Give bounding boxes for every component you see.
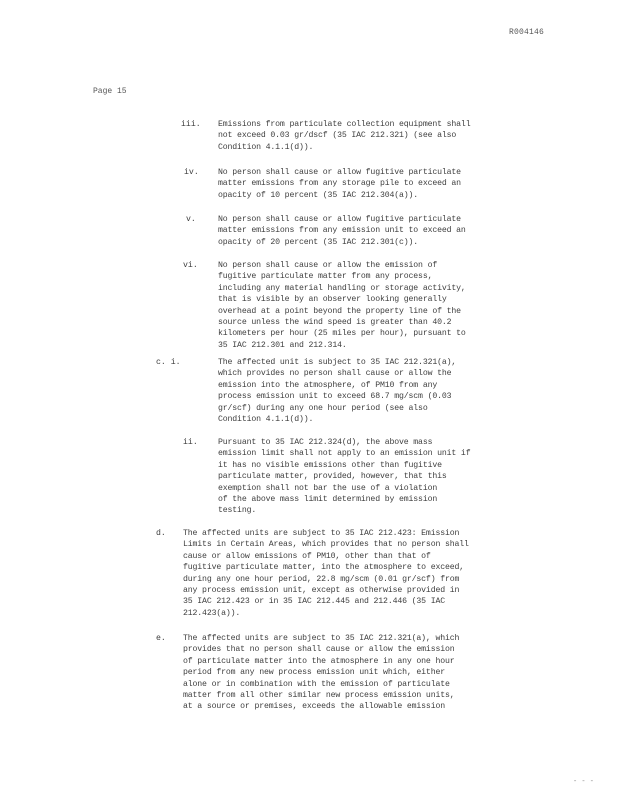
- paragraph-iii: Emissions from particulate collection equipment shall not exceed 0.03 gr/dscf (35 IAC 212.321) (see also Condition 4.1.1(d)).: [218, 120, 471, 152]
- paragraph-c-i: The affected unit is subject to 35 IAC 212.321(a), which provides no person shall cause or allow the emission into the atmosphere, of PM10 from any process emission unit to exceed 68.7 mg/scm (0.03 gr/scf) during any one hour period (see also Condition 4.1.1(d)).: [218, 358, 457, 425]
- paragraph-iv: No person shall cause or allow fugitive particulate matter emissions from any storage pile to exceed an opacity of 10 percent (35 IAC 212.304(a)).: [218, 168, 461, 200]
- item-marker: e.: [156, 634, 166, 643]
- item-marker: iii.: [181, 120, 201, 129]
- paragraph-v: No person shall cause or allow fugitive particulate matter emissions from any emission unit to exceed an opacity of 20 percent (35 IAC 212.301(c)).: [218, 215, 466, 247]
- paragraph-ii: Pursuant to 35 IAC 212.324(d), the above mass emission limit shall not apply to an emission unit if it has no visible emissions other than fugitive particulate matter, provided, however, that this exemption shall not bar the use of a violation of the above mass limit determined by emission testing.: [218, 438, 471, 516]
- corner-mark: - - -: [572, 778, 594, 786]
- item-marker: d.: [156, 529, 166, 538]
- paragraph-vi: No person shall cause or allow the emission of fugitive particulate matter from any process, including any material handling or storage activity, that is visible by an observer looking generally overhead at a point beyond the property line of the source unless the wind speed is greater than 40.2 kilometers per hour (25 miles per hour), pursuant to 35 IAC 212.301 and 212.314.: [218, 261, 466, 350]
- item-marker: vi.: [183, 261, 198, 270]
- document-id: R004146: [508, 28, 544, 37]
- paragraph-d: The affected units are subject to 35 IAC 212.423: Emission Limits in Certain Areas, which provides that no person shall cause or allow emissions of PM10, other than that of fugitive particulate matter, into the atmosphere to exceed, during any one hour period, 22.8 mg/scm (0.01 gr/scf) from any process emission unit, except as otherwise provided in 35 IAC 212.423 or in 35 IAC 212.445 and 212.446 (35 IAC 212.423(a)).: [183, 529, 469, 618]
- item-marker: iv.: [184, 168, 199, 177]
- page-number: Page 15: [93, 87, 127, 96]
- item-marker: v.: [186, 215, 196, 224]
- item-marker: c. i.: [156, 358, 181, 367]
- paragraph-e: The affected units are subject to 35 IAC 212.321(a), which provides that no person shall cause or allow the emission of particulate matter into the atmosphere in any one hour period from any new process emission unit which, either alone or in combination with the emission of particulate matter from all other similar new process emission units, at a source or premises, exceeds the allowable emission: [183, 634, 460, 712]
- item-marker: ii.: [183, 438, 198, 447]
